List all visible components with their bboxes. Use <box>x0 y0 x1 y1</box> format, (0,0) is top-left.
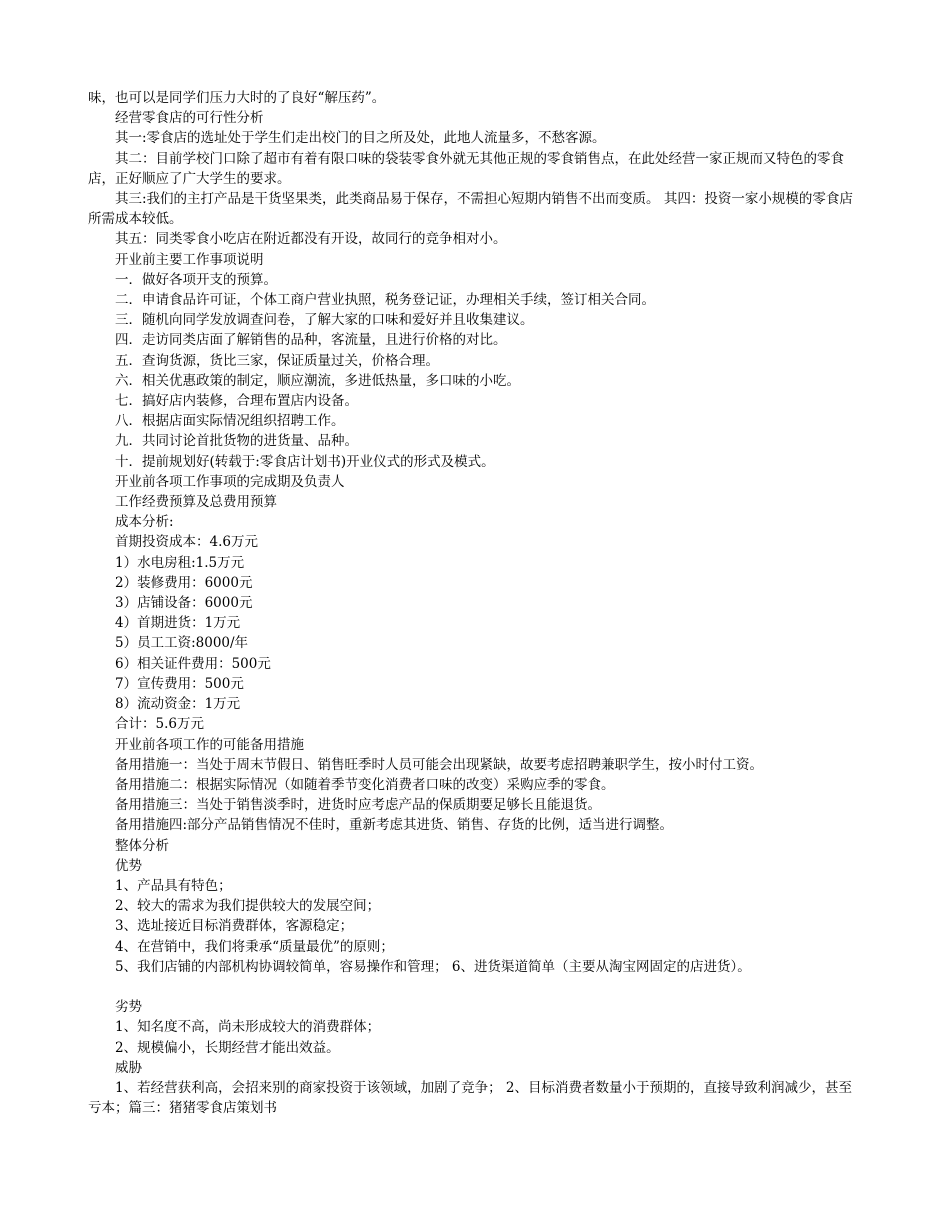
paragraph: 四．走访同类店面了解销售的品种，客流量，且进行价格的对比。 <box>115 332 507 349</box>
paragraph: 工作经费预算及总费用预算 <box>115 494 277 511</box>
paragraph: 4）首期进货：1万元 <box>115 615 241 632</box>
paragraph: 3）店铺设备：6000元 <box>115 595 253 612</box>
paragraph: 八．根据店面实际情况组织招聘工作。 <box>115 413 345 430</box>
paragraph: 备用措施三：当处于销售淡季时，进货时应考虑产品的保质期要足够长且能退货。 <box>115 797 601 814</box>
paragraph: 三．随机向同学发放调查问卷，了解大家的口味和爱好并且收集建议。 <box>115 312 534 329</box>
paragraph: 其二：目前学校门口除了超市有着有限口味的袋装零食外就无其他正规的零食销售点，在此处经营一家正规而又特色的零食店，正好顺应了广大学生的要求。 <box>88 150 844 187</box>
paragraph: 1、产品具有特色； <box>115 877 232 894</box>
paragraph: 开业前各项工作事项的完成期及负责人 <box>115 473 345 490</box>
paragraph: 1、知名度不高，尚未形成较大的消费群体； <box>115 1019 381 1036</box>
paragraph: 劣势 <box>115 999 142 1016</box>
paragraph: 备用措施二：根据实际情况（如随着季节变化消费者口味的改变）采购应季的零食。 <box>115 776 615 793</box>
paragraph: 1、若经营获利高，会招来别的商家投资于该领域，加剧了竞争； 2、目标消费者数量小于预期的，直接导致利润减少，甚至亏本；篇三：猪猪零食店策划书 <box>88 1079 852 1117</box>
paragraph: 其五：同类零食小吃店在附近都没有开设，故同行的竞争相对小。 <box>115 231 507 248</box>
paragraph: 备用措施一：当处于周末节假日、销售旺季时人员可能会出现紧缺，故要考虑招聘兼职学生，按小时付工资。 <box>115 756 763 773</box>
paragraph: 成本分析: <box>115 514 174 531</box>
paragraph: 5）员工工资:8000/年 <box>115 635 249 652</box>
paragraph: 4、在营销中，我们将秉承“质量最优”的原则； <box>115 938 394 955</box>
paragraph: 2、较大的需求为我们提供较大的发展空间； <box>115 898 381 915</box>
paragraph: 威胁 <box>115 1059 142 1076</box>
paragraph: 7）宣传费用：500元 <box>115 675 244 692</box>
paragraph: 整体分析 <box>115 837 169 854</box>
paragraph: 六．相关优惠政策的制定，顺应潮流，多进低热量，多口味的小吃。 <box>115 372 520 389</box>
blank-line <box>88 977 863 997</box>
paragraph: 备用措施四:部分产品销售情况不佳时，重新考虑其进货、销售、存货的比例，适当进行调整。 <box>115 817 674 834</box>
paragraph: 其一:零食店的选址处于学生们走出校门的目之所及处，此地人流量多，不愁客源。 <box>115 130 606 147</box>
paragraph: 1）水电房租:1.5万元 <box>115 554 245 571</box>
paragraph: 合计：5.6万元 <box>115 716 204 733</box>
paragraph: 七．搞好店内装修，合理布置店内设备。 <box>115 393 358 410</box>
document-body <box>88 88 863 1118</box>
paragraph: 经营零食店的可行性分析 <box>115 110 264 127</box>
paragraph: 味，也可以是同学们压力大时的了良好“解压药”。 <box>88 90 386 106</box>
paragraph: 五．查询货源，货比三家，保证质量过关，价格合理。 <box>115 352 439 369</box>
paragraph: 2）装修费用：6000元 <box>115 574 253 591</box>
paragraph: 九．共同讨论首批货物的进货量、品种。 <box>115 433 358 450</box>
paragraph: 十．提前规划好(转载于:零食店计划书)开业仪式的形式及模式。 <box>115 453 495 470</box>
paragraph: 一．做好各项开支的预算。 <box>115 271 277 288</box>
paragraph: 开业前主要工作事项说明 <box>115 251 264 268</box>
paragraph: 优势 <box>115 857 142 874</box>
paragraph: 8）流动资金：1万元 <box>115 696 241 713</box>
paragraph: 二．申请食品许可证，个体工商户营业执照，税务登记证，办理相关手续，签订相关合同。 <box>115 292 655 309</box>
paragraph: 首期投资成本：4.6万元 <box>115 534 258 551</box>
paragraph: 6）相关证件费用：500元 <box>115 655 271 672</box>
paragraph: 其三:我们的主打产品是干货坚果类，此类商品易于保存，不需担心短期内销售不出而变质。 其四：投资一家小规模的零食店所需成本较低。 <box>88 191 853 228</box>
paragraph: 3、选址接近目标消费群体，客源稳定； <box>115 918 354 935</box>
paragraph: 开业前各项工作的可能备用措施 <box>115 736 304 753</box>
paragraph: 2、规模偏小，长期经营才能出效益。 <box>115 1039 340 1056</box>
paragraph: 5、我们店铺的内部机构协调较简单，容易操作和管理； 6、进货渠道简单（主要从淘宝网固定的店进货）。 <box>115 958 751 975</box>
